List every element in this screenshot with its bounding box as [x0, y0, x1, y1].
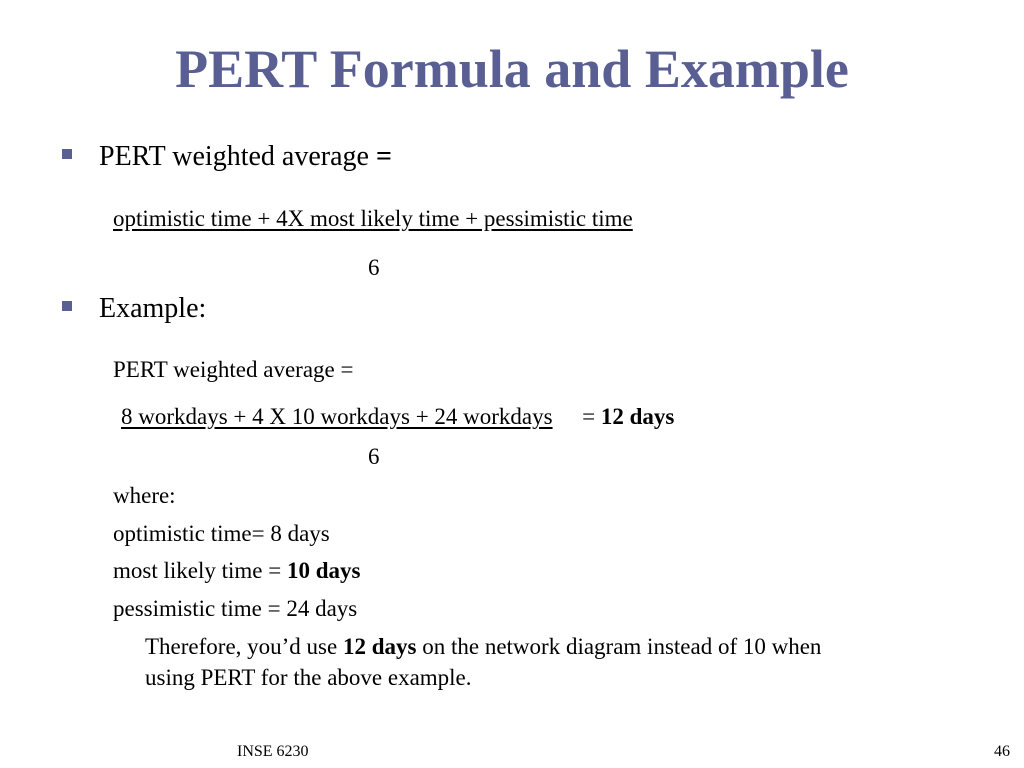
- example-denominator: 6: [368, 444, 380, 469]
- example-result: 12 days: [600, 404, 675, 429]
- conclusion-paragraph: [113, 631, 993, 693]
- formula-denominator: 6: [368, 255, 380, 280]
- most-likely-label: most likely time =: [113, 558, 287, 583]
- bullet-text: [99, 142, 392, 173]
- square-bullet-icon: [62, 301, 72, 311]
- bullet-label: PERT weighted average: [99, 141, 376, 172]
- bullet-example: [62, 294, 206, 325]
- example-heading: PERT weighted average =: [113, 357, 354, 382]
- footer-course: INSE 6230: [237, 743, 309, 760]
- example-numerator: 8 workdays + 4 X 10 workdays + 24 workdays: [121, 404, 553, 429]
- bullet-label: Example:: [99, 293, 207, 324]
- most-likely-time: [113, 558, 360, 583]
- example-equation: [121, 404, 674, 429]
- conclusion-prefix: Therefore, you’d use: [145, 634, 343, 659]
- conclusion-suffix: on the network diagram instead of 10 when: [416, 634, 822, 659]
- bullet-pert-average: [62, 142, 392, 173]
- optimistic-time: optimistic time= 8 days: [113, 521, 330, 546]
- square-bullet-icon: [62, 149, 72, 159]
- conclusion-line-2: using PERT for the above example.: [145, 665, 472, 690]
- conclusion-bold: 12 days: [342, 634, 417, 659]
- formula-numerator: optimistic time + 4X most likely time + pessimistic time: [113, 206, 633, 231]
- example-equals: =: [582, 404, 596, 429]
- conclusion-line-1: [113, 631, 993, 662]
- where-label: where:: [113, 483, 176, 508]
- bullet-equals: =: [375, 141, 392, 172]
- slide-title: PERT Formula and Example: [175, 39, 849, 99]
- footer-page-number: 46: [994, 743, 1010, 760]
- pessimistic-time: pessimistic time = 24 days: [113, 596, 358, 621]
- most-likely-value: 10 days: [286, 558, 361, 583]
